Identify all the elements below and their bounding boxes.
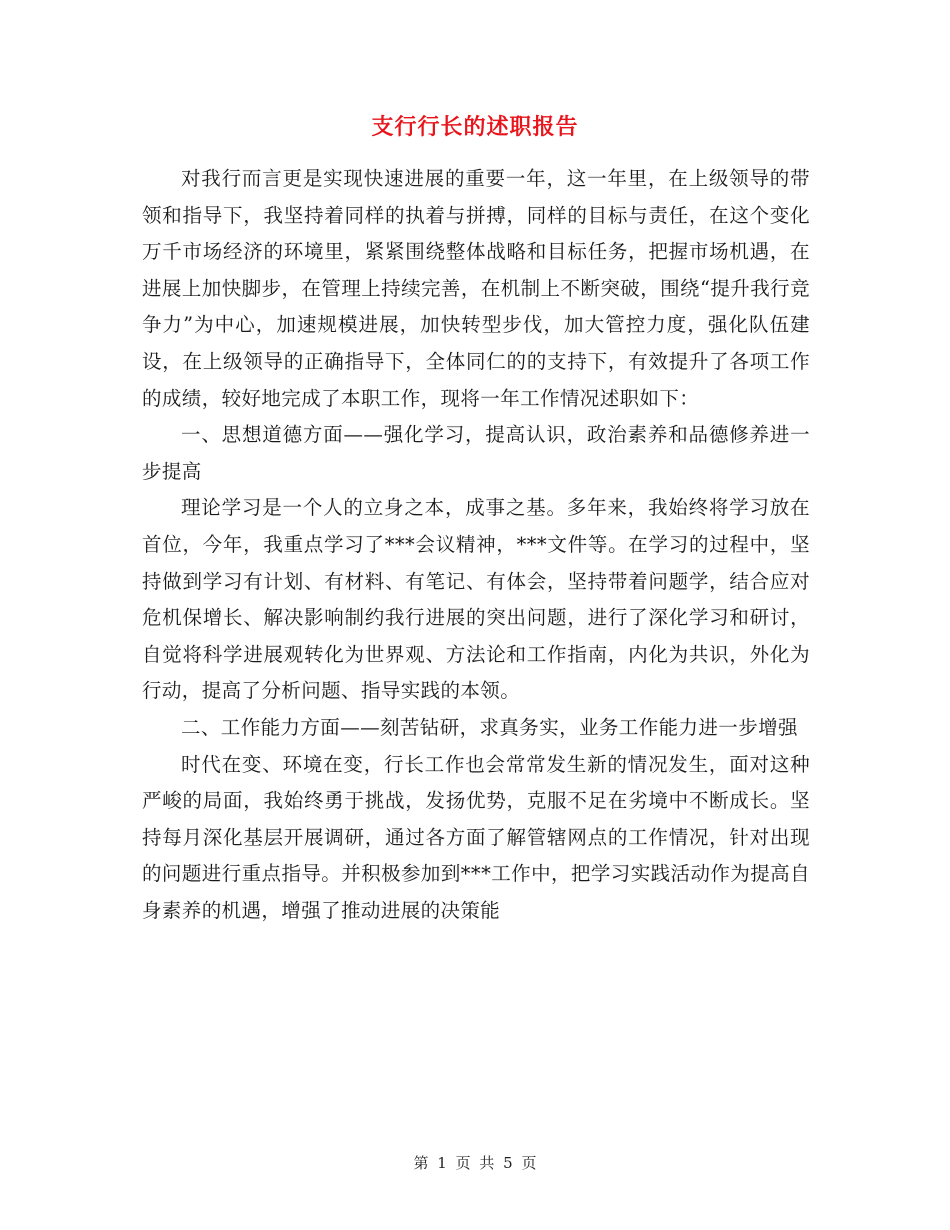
paragraph-intro: 对我行而言更是实现快速进展的重要一年，这一年里，在上级领导的带领和指导下，我坚持着同样的执着与拼搏，同样的目标与责任，在这个变化万千市场经济的环境里，紧紧围绕整体战略和目标任务，把握市场机遇，在进展上加快脚步，在管理上持续完善，在机制上不断突破，围绕“提升我行竞争力”为中心，加速规模进展，加快转型步伐，加大管控力度，强化队伍建设，在上级领导的正确指导下，全体同仁的的支持下，有效提升了各项工作的成绩，较好地完成了本职工作，现将一年工作情况述职如下： [142, 167, 810, 410]
section-heading-work-ability: 二、工作能力方面——刻苦钻研，求真务实，业务工作能力进一步增强 [181, 715, 798, 739]
document-body [142, 161, 810, 929]
page-footer: 第 1 页 共 5 页 [413, 1154, 537, 1172]
document-title: 支行行长的述职报告 [371, 114, 579, 140]
section-heading-ideology: 一、思想道德方面——强化学习，提高认识，政治素养和品德修养进一步提高 [142, 423, 810, 483]
paragraph-theory-study: 理论学习是一个人的立身之本，成事之基。多年来，我始终将学习放在首位，今年，我重点学习了***会议精神，***文件等。在学习的过程中，坚持做到学习有计划、有材料、有笔记、有体会，坚持带着问题学，结合应对危机保增长、解决影响制约我行进展的突出问题，进行了深化学习和研讨，自觉将科学进展观转化为世界观、方法论和工作指南，内化为共识，外化为行动，提高了分析问题、指导实践的本领。 [142, 496, 810, 703]
paragraph-work-ability: 时代在变、环境在变，行长工作也会常常发生新的情况发生，面对这种严峻的局面，我始终勇于挑战，发扬优势，克服不足在劣境中不断成长。坚持每月深化基层开展调研，通过各方面了解管辖网点的工作情况，针对出现的问题进行重点指导。并积极参加到***工作中，把学习实践活动作为提高自身素养的机遇，增强了推动进展的决策能 [142, 752, 810, 922]
